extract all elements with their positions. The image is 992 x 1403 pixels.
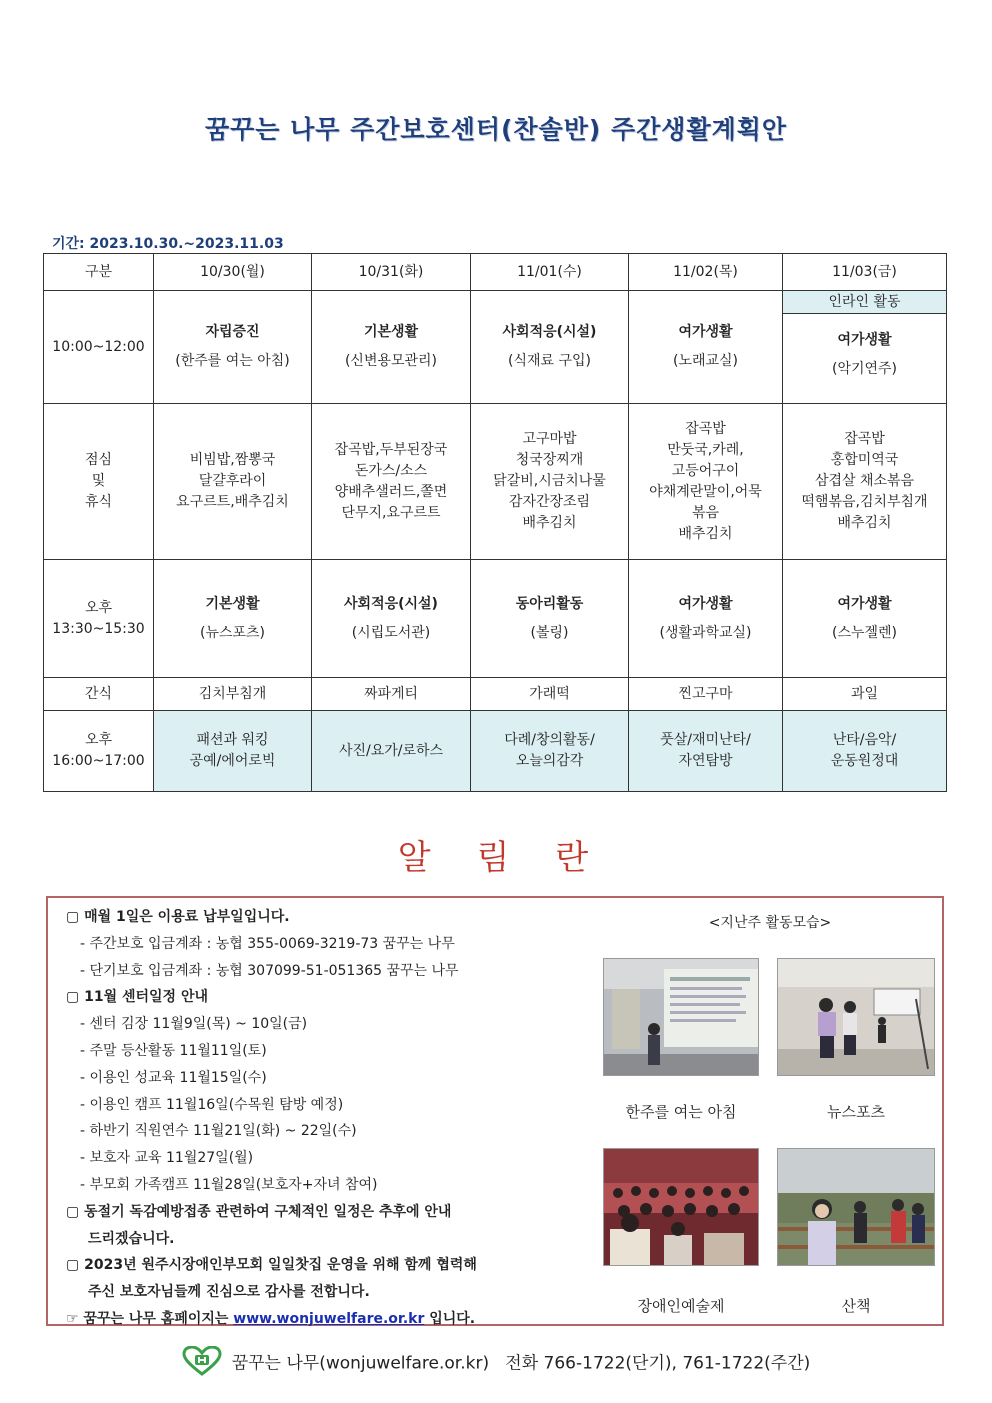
program-cell [312, 711, 471, 792]
schedule-cell [154, 560, 312, 678]
program-line: 자연탐방 [678, 753, 733, 769]
activity-title: 여가생활 [837, 595, 892, 612]
notice-line: ▢ 동절기 독감예방접종 관련하여 구체적인 일정은 추후에 안내 [66, 1203, 452, 1220]
menu-item: 돈가스/소스 [354, 462, 428, 479]
activity-title: 기본생활 [205, 595, 260, 612]
program-line: 풋살/재미난타/ [660, 732, 751, 748]
notice-line: 주신 보호자님들께 진심으로 감사를 전합니다. [88, 1284, 370, 1301]
notice-line: - 주간보호 입금계좌 : 농협 355-0069-3219-73 꿈꾸는 나무 [80, 935, 455, 952]
row-label: 간식 [44, 678, 154, 711]
menu-item: 배추김치 [837, 515, 892, 531]
photo-image [778, 1149, 935, 1266]
menu-item: 볶음 [691, 504, 720, 521]
afternoon-row [44, 560, 947, 678]
header-cell: 11/02(목) [629, 254, 783, 291]
photo-label: 뉴스포츠 [827, 1103, 885, 1121]
menu-item: 잡곡밥 [844, 431, 885, 447]
photo-morning-meeting [603, 958, 759, 1076]
activity-title: 기본생활 [363, 324, 419, 340]
row-label-line: 16:00~17:00 [52, 753, 145, 769]
photo-image [778, 959, 935, 1076]
notice-line: 드리겠습니다. [88, 1230, 175, 1247]
row-label-line: 오후 [84, 599, 113, 616]
photo-walk [777, 1148, 935, 1266]
menu-item: 만둣국,카레, [667, 441, 744, 458]
morning-row [44, 291, 947, 404]
notice-title: 알림란 [397, 838, 635, 878]
activity-title: 사회적응(시설) [344, 595, 438, 612]
program-line: 패션과 워킹 [196, 732, 269, 748]
row-label-line: 오후 [84, 732, 113, 748]
photo-art-festival [603, 1148, 759, 1266]
notice-line: - 이용인 캠프 11월16일(수목원 탐방 예정) [80, 1096, 344, 1113]
header-cell: 구분 [44, 254, 154, 291]
photo-label: 장애인예술제 [637, 1297, 725, 1315]
footer [0, 1346, 992, 1381]
activity-title: 동아리활동 [515, 595, 584, 612]
activity-detail: (뉴스포츠) [199, 624, 266, 641]
program-line: 공예/에어로빅 [189, 753, 276, 769]
notice-line: - 센터 김장 11월9일(목) ~ 10일(금) [80, 1016, 308, 1033]
schedule-cell [471, 291, 629, 404]
snack-cell: 가래떡 [471, 678, 629, 711]
menu-cell [629, 404, 783, 560]
row-label [44, 404, 154, 560]
footer-text: 꿈꾸는 나무(wonjuwelfare.or.kr) 전화 766-1722(단기), 761-1722(주간) [231, 1353, 811, 1374]
activity-detail: (볼링) [530, 624, 569, 641]
header-cell: 11/01(수) [471, 254, 629, 291]
program-line: 운동원정대 [830, 753, 899, 769]
menu-cell [312, 404, 471, 560]
menu-item: 고구마밥 [522, 431, 577, 447]
lunch-row [44, 404, 947, 560]
activity-detail: (악기연주) [831, 361, 898, 377]
menu-item: 잡곡밥,두부된장국 [334, 441, 448, 458]
program-line: 난타/음악/ [832, 732, 897, 748]
snack-cell: 찐고구마 [629, 678, 783, 711]
program-line: 다례/창의활동/ [504, 732, 595, 748]
menu-cell [783, 404, 947, 560]
notice-line: - 부모회 가족캠프 11월28일(보호자+자녀 참여) [80, 1176, 378, 1193]
notice-line: - 주말 등산활동 11월11일(토) [80, 1042, 267, 1059]
menu-item: 요구르트,배추김치 [176, 494, 289, 510]
activity-detail: (노래교실) [672, 353, 739, 369]
program-cell [154, 711, 312, 792]
activity-detail: (생활과학교실) [659, 624, 752, 641]
menu-item: 떡햄볶음,김치부침개 [801, 494, 928, 510]
program-cell [629, 711, 783, 792]
activity-detail: (한주를 여는 아침) [175, 353, 290, 369]
notice-line: - 단기보호 입금계좌 : 농협 307099-51-051365 꿈꾸는 나무 [80, 962, 459, 979]
activity-title: 여가생활 [678, 324, 733, 340]
program-cell [783, 711, 947, 792]
notice-line: ▢ 11월 센터일정 안내 [66, 989, 208, 1006]
activity-detail: (스누젤렌) [831, 624, 898, 641]
menu-item: 감자간장조림 [508, 494, 591, 510]
activity-title: 자립증진 [205, 324, 260, 340]
menu-item: 닭갈비,시금치나물 [493, 473, 606, 489]
menu-item: 고등어구이 [671, 462, 740, 479]
row-label [44, 711, 154, 792]
snack-cell: 과일 [783, 678, 947, 711]
online-activity-badge: 인라인 활동 [783, 291, 946, 314]
notice-list [66, 904, 586, 1333]
menu-cell [471, 404, 629, 560]
program-line: 사진/요가/로하스 [338, 742, 444, 759]
homepage-line [66, 1306, 586, 1333]
photo-new-sports [777, 958, 935, 1076]
notice-line: ▢ 매월 1일은 이용료 납부일입니다. [66, 909, 290, 925]
row-label-line: 및 [91, 473, 106, 489]
activity-title: 여가생활 [837, 332, 892, 348]
homepage-link[interactable]: www.wonjuwelfare.or.kr [233, 1310, 425, 1327]
schedule-cell [312, 560, 471, 678]
weekly-schedule-table [43, 253, 947, 792]
snack-cell: 김치부침개 [154, 678, 312, 711]
header-cell: 10/31(화) [312, 254, 471, 291]
schedule-cell [312, 291, 471, 404]
menu-cell [154, 404, 312, 560]
menu-item: 비빔밥,짬뽕국 [189, 452, 276, 468]
notice-line: - 이용인 성교육 11월15일(수) [80, 1069, 267, 1086]
activity-detail: (시립도서관) [351, 624, 431, 641]
menu-item: 양배추샐러드,쫄면 [334, 483, 448, 500]
notice-line: - 하반기 직원연수 11월21일(화) ~ 22일(수) [80, 1123, 357, 1140]
schedule-cell [471, 560, 629, 678]
menu-item: 배추김치 [678, 525, 733, 542]
photo-image [604, 959, 759, 1076]
row-label-line: 점심 [84, 452, 113, 468]
activity-detail: (식재료 구입) [508, 353, 591, 369]
homepage-prefix: ☞ 꿈꾸는 나무 홈페이지는 [66, 1310, 229, 1327]
photo-image [604, 1149, 759, 1266]
period-label: 기간: 2023.10.30.~2023.11.03 [52, 236, 284, 252]
schedule-cell [154, 291, 312, 404]
program-cell [471, 711, 629, 792]
row-label-line: 13:30~15:30 [52, 620, 145, 637]
row-label [44, 560, 154, 678]
row-label-line: 휴식 [84, 494, 113, 510]
activity-title: 여가생활 [678, 595, 733, 612]
snack-row [44, 678, 947, 711]
menu-item: 홍합미역국 [830, 452, 899, 468]
menu-item: 배추김치 [522, 515, 577, 531]
activity-title: 사회적응(시설) [502, 324, 597, 340]
program-line: 오늘의감각 [515, 753, 584, 769]
late-afternoon-row [44, 711, 947, 792]
schedule-cell [629, 291, 783, 404]
photo-label: 한주를 여는 아침 [625, 1103, 737, 1121]
page-title: 꿈꾸는 나무 주간보호센터(찬솔반) 주간생활계획안 [204, 115, 788, 144]
schedule-cell [783, 560, 947, 678]
header-row [44, 254, 947, 291]
schedule-cell [783, 291, 947, 404]
activity-detail: (신변용모관리) [344, 353, 438, 369]
menu-item: 잡곡밥 [685, 420, 726, 437]
homepage-suffix: 입니다. [429, 1310, 476, 1327]
photos-caption: <지난주 활동모습> [708, 915, 832, 931]
notice-line: ▢ 2023년 원주시장애인부모회 일일찻집 운영을 위해 함께 협력해 [66, 1257, 477, 1274]
header-cell: 10/30(월) [154, 254, 312, 291]
row-label: 10:00~12:00 [44, 291, 154, 404]
snack-cell: 짜파게티 [312, 678, 471, 711]
menu-item: 단무지,요구르트 [341, 504, 441, 521]
schedule-cell [629, 560, 783, 678]
heart-logo-icon [182, 1346, 222, 1381]
menu-item: 청국장찌개 [515, 452, 584, 468]
photo-label: 산책 [841, 1297, 871, 1315]
menu-item: 야채계란말이,어묵 [649, 483, 762, 500]
menu-item: 달걀후라이 [198, 473, 267, 489]
notice-line: - 보호자 교육 11월27일(월) [80, 1150, 254, 1167]
header-cell: 11/03(금) [783, 254, 947, 291]
menu-item: 삼겹살 채소볶음 [814, 473, 915, 489]
